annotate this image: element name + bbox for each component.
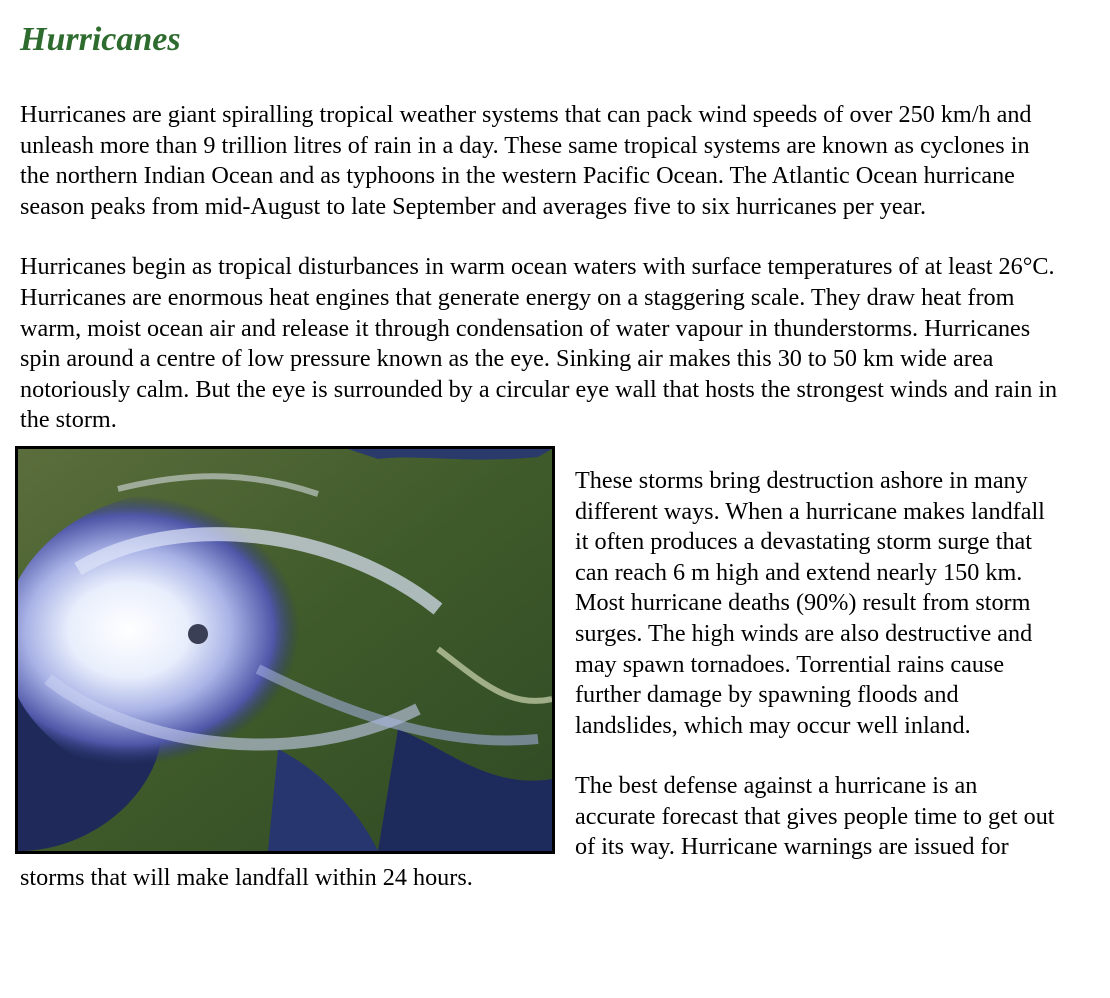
- paragraph-intro: Hurricanes are giant spiralling tropical weather systems that can pack wind speeds of over 250 km/h and unleash more than 9 trillion litres of rain in a day. These same tropical systems are known as cyclones in the northern Indian Ocean and as typhoons in the western Pacific Ocean. The Atlantic Ocean hurricane season peaks from mid-August to late September and averages five to six hurricanes per year.: [20, 101, 1032, 220]
- satellite-hurricane-icon: [18, 449, 552, 851]
- paragraph-forecast: The best defense against a hurricane is an accurate forecast that gives people time to get out of its way. Hurricane warnings are issued for storms that will make landfall within 24 hours.: [20, 772, 1055, 892]
- paragraph-destruction: These storms bring destruction ashore in many different ways. When a hurricane makes landfall it often produces a devastating storm surge that can reach 6 m high and extend nearly 150 km. Most hurricane deaths (90%) result from storm surges. The high winds are also destructive and may spawn tornadoes. Torrential rains cause further damage by spawning floods and landslides, which may occur well inland.: [575, 466, 1045, 739]
- paragraph-formation: Hurricanes begin as tropical disturbances in warm ocean waters with surface temperatures of at least 26°C. Hurricanes are enormous heat engines that generate energy on a staggering scale. They draw heat from warm, moist ocean air and release it through condensation of water vapour in thunderstorms. Hurricanes spin around a centre of low pressure known as the eye. Sinking air makes this 30 to 50 km wide area notoriously calm. But the eye is surrounded by a circular eye wall that hosts the strongest winds and rain in the storm.: [20, 253, 1058, 434]
- page-title: Hurricanes: [20, 21, 181, 58]
- hurricane-satellite-image: [15, 446, 555, 854]
- document-page: [20, 0, 1060, 894]
